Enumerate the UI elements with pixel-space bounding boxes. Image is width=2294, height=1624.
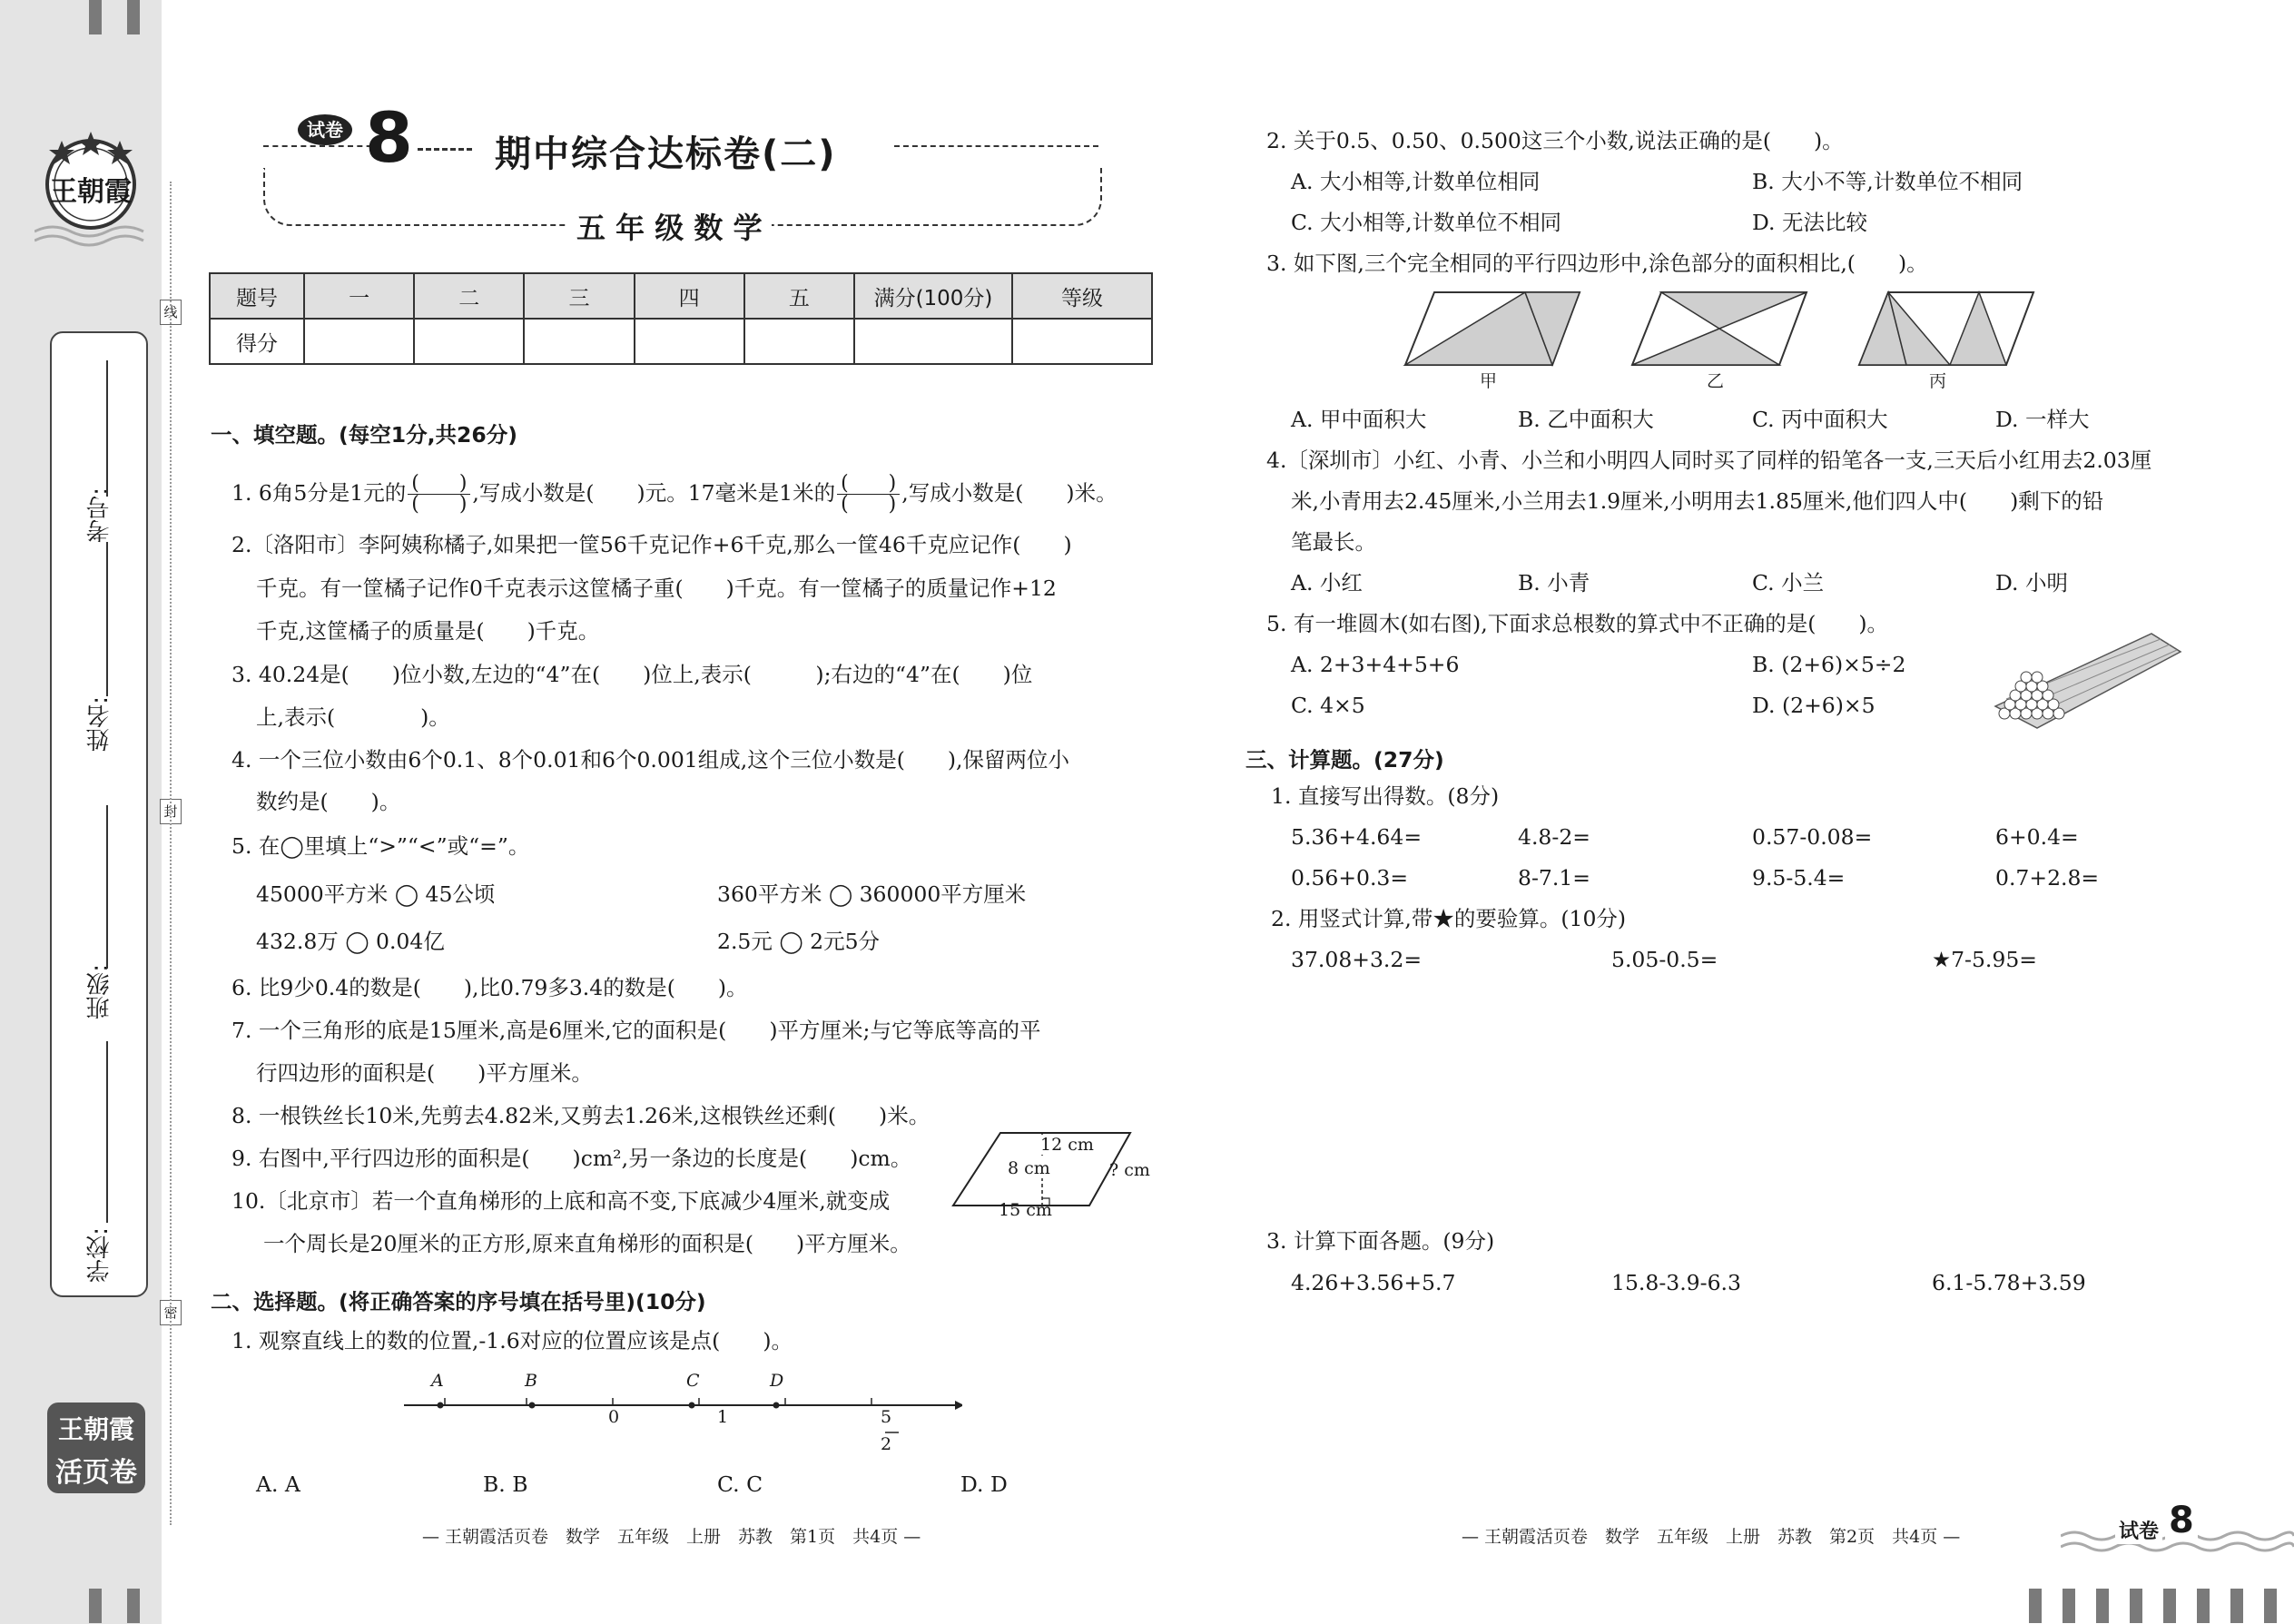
choice-3: 3. 如下图,三个完全相同的平行四边形中,涂色部分的面积相比,( )。 xyxy=(1266,251,1928,276)
calc-2-item: 5.05-0.5= xyxy=(1611,947,1718,972)
brand-badge xyxy=(47,1403,145,1493)
choice-4-option-b[interactable]: B. 小青 xyxy=(1518,570,1590,595)
seal-mi: 密 xyxy=(160,1300,182,1325)
fraction-blank[interactable]: $\frac{( )}{( )}$ xyxy=(837,474,900,515)
score-cell[interactable] xyxy=(744,319,854,364)
question-7-line-1: 7. 一个三角形的底是15厘米,高是6厘米,它的面积是( )平方厘米;与它等底等高的平 xyxy=(231,1018,1041,1043)
question-2-line-1: 2.〔洛阳市〕李阿姨称橘子,如果把一筐56千克记作+6千克,那么一筐46千克应记作( ) xyxy=(231,532,1072,557)
question-9: 9. 右图中,平行四边形的面积是( )cm²,另一条边的长度是( )cm。 xyxy=(231,1146,912,1171)
footer-right: — 王朝霞活页卷 数学 五年级 上册 苏教 第2页 共4页 — xyxy=(1462,1527,1961,1547)
header-cell: 三 xyxy=(524,273,634,319)
question-3-line-1: 3. 40.24是( )位小数,左边的“4”在( )位上,表示( );右边的“4”在( )位 xyxy=(231,662,1033,687)
calc-1-item: 9.5-5.4= xyxy=(1752,865,1846,891)
tick-one-label: 1 xyxy=(717,1407,729,1427)
score-table xyxy=(209,272,1153,365)
label-banji: 班级: xyxy=(86,964,113,1019)
question-7-line-2: 行四边形的面积是( )平方厘米。 xyxy=(256,1060,593,1086)
calc-2-item: ★7-5.95= xyxy=(1932,947,2037,972)
question-5d: 2.5元 ◯ 2元5分 xyxy=(717,929,881,954)
header-cell: 等级 xyxy=(1012,273,1152,319)
para-top-label: 12 cm xyxy=(1040,1135,1094,1155)
score-cell[interactable] xyxy=(524,319,634,364)
score-cell[interactable] xyxy=(854,319,1012,364)
calc-3: 3. 计算下面各题。(9分) xyxy=(1266,1228,1495,1254)
question-2-line-3: 千克,这筐橘子的质量是( )千克。 xyxy=(256,618,600,644)
calc-1-item: 6+0.4= xyxy=(1995,824,2079,850)
header-cell: 满分(100分) xyxy=(854,273,1012,319)
section-1-heading: 一、填空题。(每空1分,共26分) xyxy=(211,422,517,448)
question-10-line-1: 10.〔北京市〕若一个直角梯形的上底和高不变,下底减少4厘米,就变成 xyxy=(231,1188,891,1214)
choice-5-option-b[interactable]: B. (2+6)×5÷2 xyxy=(1752,652,1906,677)
seal-xian: 线 xyxy=(160,300,182,325)
test-tag: 试卷 xyxy=(298,114,352,145)
choice-5: 5. 有一堆圆木(如右图),下面求总根数的算式中不正确的是( )。 xyxy=(1266,611,1889,636)
point-a-label: A xyxy=(431,1371,444,1391)
xingming-field[interactable] xyxy=(106,542,108,696)
question-8: 8. 一根铁丝长10米,先剪去4.82米,又剪去1.26米,这根铁丝还剩( )米。 xyxy=(231,1103,930,1128)
choice-4-line-1: 4.〔深圳市〕小红、小青、小兰和小明四人同时买了同样的铅笔各一支,三天后小红用去2.03厘 xyxy=(1266,448,2152,473)
choice-4-option-d[interactable]: D. 小明 xyxy=(1995,570,2068,595)
seal-feng: 封 xyxy=(160,799,182,824)
choice-2: 2. 关于0.5、0.50、0.500这三个小数,说法正确的是( )。 xyxy=(1266,128,1844,153)
question-3-line-2: 上,表示( )。 xyxy=(256,704,450,730)
para-height-label: 8 cm xyxy=(1008,1158,1050,1178)
score-cell[interactable] xyxy=(1012,319,1152,364)
para-bottom-label: 15 cm xyxy=(999,1200,1052,1220)
question-5: 5. 在◯里填上“>”“<”或“=”。 xyxy=(231,833,530,859)
score-cell[interactable] xyxy=(304,319,414,364)
choice-3-option-c[interactable]: C. 丙中面积大 xyxy=(1752,407,1888,432)
choice-3-option-b[interactable]: B. 乙中面积大 xyxy=(1518,407,1654,432)
score-cell[interactable] xyxy=(635,319,744,364)
calc-1-item: 4.8-2= xyxy=(1518,824,1590,850)
calc-1-item: 0.56+0.3= xyxy=(1291,865,1409,891)
student-info-box xyxy=(50,331,148,1297)
choice-1-option-b[interactable]: B. B xyxy=(483,1471,528,1497)
choice-5-option-c[interactable]: C. 4×5 xyxy=(1291,693,1365,718)
choice-1: 1. 观察直线上的数的位置,-1.6对应的位置应该是点( )。 xyxy=(231,1328,793,1353)
question-2-line-2: 千克。有一筐橘子记作0千克表示这筐橘子重( )千克。有一筐橘子的质量记作+12 xyxy=(256,576,1057,601)
choice-2-option-a[interactable]: A. 大小相等,计数单位相同 xyxy=(1291,169,1541,194)
question-4-line-2: 数约是( )。 xyxy=(256,789,401,814)
binding-dotted-line xyxy=(170,182,172,1525)
label-kaohao: 考号: xyxy=(86,487,113,543)
calc-1-item: 0.7+2.8= xyxy=(1995,865,2100,891)
choice-4-option-a[interactable]: A. 小红 xyxy=(1291,570,1363,595)
score-cell[interactable] xyxy=(414,319,524,364)
calc-1-item: 8-7.1= xyxy=(1518,865,1590,891)
banji-field[interactable] xyxy=(106,805,108,969)
header-cell: 题号 xyxy=(210,273,304,319)
row-label: 得分 xyxy=(210,319,304,364)
score-table-header-row xyxy=(210,273,1152,319)
fraction-blank[interactable]: $\frac{( )}{( )}$ xyxy=(408,474,470,515)
choice-5-option-d[interactable]: D. (2+6)×5 xyxy=(1752,693,1876,718)
label-xingming: 姓名: xyxy=(86,696,113,752)
point-d-label: D xyxy=(770,1371,784,1391)
corner-test-number: 8 xyxy=(2165,1500,2198,1541)
tick-frac-den: 2 xyxy=(881,1434,892,1454)
kaohao-field[interactable] xyxy=(106,360,108,497)
tick-zero-label: 0 xyxy=(608,1407,620,1427)
choice-1-option-d[interactable]: D. D xyxy=(960,1471,1008,1497)
corner-test-tag: 试卷 xyxy=(2115,1516,2162,1544)
point-b-label: B xyxy=(525,1371,537,1391)
calc-3-item: 15.8-3.9-6.3 xyxy=(1611,1270,1741,1295)
header-cell: 四 xyxy=(635,273,744,319)
question-4-line-1: 4. 一个三位小数由6个0.1、8个0.01和6个0.001组成,这个三位小数是( ),保留两位小 xyxy=(231,747,1069,773)
logo-text: 王朝霞 xyxy=(50,176,132,208)
header-cell: 二 xyxy=(414,273,524,319)
header-cell: 五 xyxy=(744,273,854,319)
choice-3-option-d[interactable]: D. 一样大 xyxy=(1995,407,2090,432)
choice-4-line-3: 笔最长。 xyxy=(1291,529,1376,555)
point-c-label: C xyxy=(686,1371,700,1391)
header-cell: 一 xyxy=(304,273,414,319)
number-line xyxy=(399,1371,962,1462)
choice-1-option-c[interactable]: C. C xyxy=(717,1471,763,1497)
choice-3-option-a[interactable]: A. 甲中面积大 xyxy=(1291,407,1427,432)
footer-left: — 王朝霞活页卷 数学 五年级 上册 苏教 第1页 共4页 — xyxy=(422,1527,921,1547)
choice-4-line-2: 米,小青用去2.45厘米,小兰用去1.9厘米,小明用去1.85厘米,他们四人中( )剩下的铅 xyxy=(1291,488,2104,514)
section-3-heading: 三、计算题。(27分) xyxy=(1245,747,1444,773)
question-1: 1. 6角5分是1元的 $\frac{( )}{( )}$ ,写成小数是( )元。17毫米是1米的 $\frac{( )}{( )}$ ,写成小数是( )米。 xyxy=(231,472,1117,516)
figure-label-bing: 丙 xyxy=(1929,371,1947,391)
calc-2-item: 37.08+3.2= xyxy=(1291,947,1423,972)
choice-1-option-a[interactable]: A. A xyxy=(256,1471,300,1497)
question-6: 6. 比9少0.4的数是( ),比0.79多3.4的数是( )。 xyxy=(231,975,748,1000)
choice-2-option-c[interactable]: C. 大小相等,计数单位不相同 xyxy=(1291,210,1562,235)
para-side-label: ? cm xyxy=(1109,1160,1150,1180)
badge-line2: 活页卷 xyxy=(55,1457,137,1489)
question-10-line-2: 一个周长是20厘米的正方形,原来直角梯形的面积是( )平方厘米。 xyxy=(263,1231,911,1256)
choice-4-option-c[interactable]: C. 小兰 xyxy=(1752,570,1825,595)
question-5c: 432.8万 ◯ 0.04亿 xyxy=(256,929,445,954)
tick-frac-num: 5 xyxy=(881,1407,892,1427)
test-number: 8 xyxy=(365,97,413,178)
xuexiao-field[interactable] xyxy=(106,1041,108,1223)
calc-3-item: 4.26+3.56+5.7 xyxy=(1291,1270,1456,1295)
score-table-score-row xyxy=(210,319,1152,364)
calc-1-item: 5.36+4.64= xyxy=(1291,824,1423,850)
calc-1-item: 0.57-0.08= xyxy=(1752,824,1873,850)
parallelograms-figure xyxy=(1398,289,2052,370)
calc-3-item: 6.1-5.78+3.59 xyxy=(1932,1270,2086,1295)
badge-line1: 王朝霞 xyxy=(57,1414,134,1444)
figure-label-jia: 甲 xyxy=(1480,371,1498,391)
page-title: 期中综合达标卷(二) xyxy=(495,133,837,175)
choice-5-option-a[interactable]: A. 2+3+4+5+6 xyxy=(1291,652,1460,677)
choice-2-option-b[interactable]: B. 大小不等,计数单位不相同 xyxy=(1752,169,2023,194)
calc-1: 1. 直接写出得数。(8分) xyxy=(1271,783,1500,809)
choice-2-option-d[interactable]: D. 无法比较 xyxy=(1752,210,1867,235)
question-5a: 45000平方米 ◯ 45公顷 xyxy=(256,881,496,907)
log-pile-figure xyxy=(1988,626,2188,744)
section-2-heading: 二、选择题。(将正确答案的序号填在括号里)(10分) xyxy=(211,1289,706,1314)
label-xuexiao: 学校: xyxy=(86,1227,113,1283)
page-subtitle: 五 年 级 数 学 xyxy=(567,205,772,247)
question-5b: 360平方米 ◯ 360000平方厘米 xyxy=(717,881,1027,907)
calc-2: 2. 用竖式计算,带★的要验算。(10分) xyxy=(1271,906,1627,931)
figure-label-yi: 乙 xyxy=(1707,371,1725,391)
